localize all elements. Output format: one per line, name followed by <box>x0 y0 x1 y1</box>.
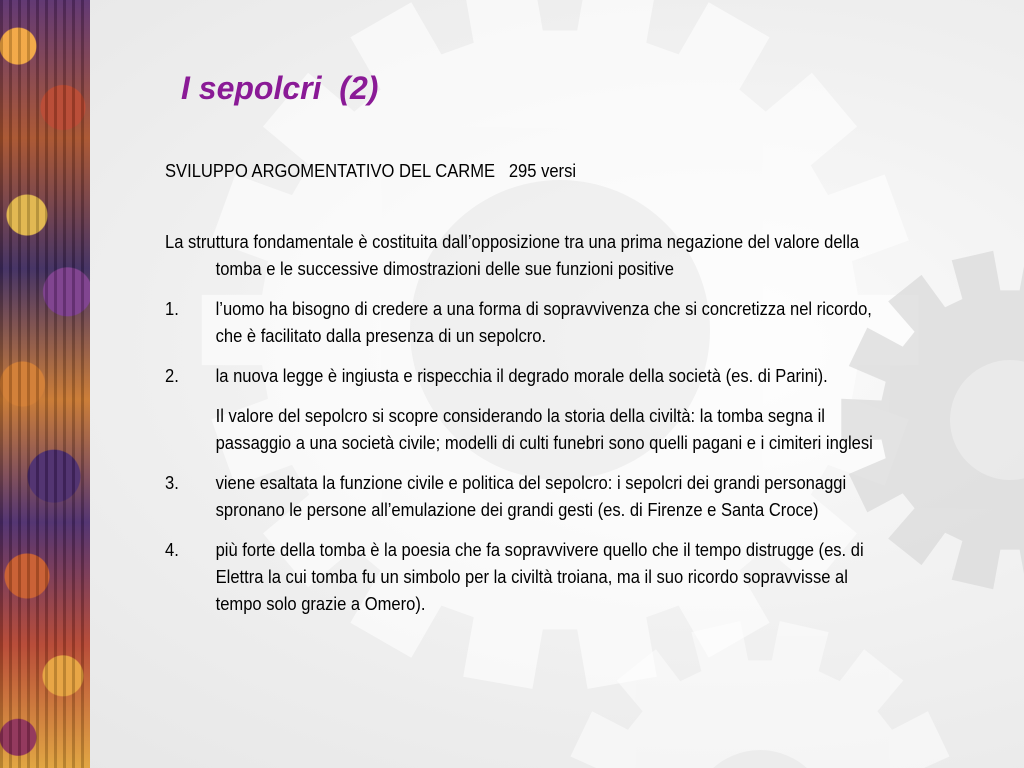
slide-title: I sepolcri (2) <box>181 70 379 106</box>
list-item-text: Il valore del sepolcro si scopre considerando la storia della civiltà: la tomba segna il passaggio a una società civile; modelli di culti funebri sono quelli pagani e i cimiteri inglesi <box>215 406 873 453</box>
list-item-text: più forte della tomba è la poesia che fa sopravvivere quello che il tempo distrugge (es. di Elettra la cui tomba fu un simbolo per la civiltà troiana, ma il suo ricordo sopravvisse al tempo solo grazie a Omero). <box>215 540 864 614</box>
list-item-continuation <box>165 403 892 457</box>
list-item-text: la nuova legge è ingiusta e rispecchia il degrado morale della società (es. di Parini). <box>215 366 828 386</box>
list-item <box>165 363 892 390</box>
list-number: 1. <box>165 299 179 319</box>
list-item <box>165 470 892 524</box>
list-item-text: viene esaltata la funzione civile e politica del sepolcro: i sepolcri dei grandi personaggi spronano le persone all’emulazione dei grandi gesti (es. di Firenze e Santa Croce) <box>215 473 847 520</box>
list-number: 4. <box>165 540 179 560</box>
intro-paragraph: La struttura fondamentale è costituita dall’opposizione tra una prima negazione del valore della tomba e le successive dimostrazioni delle sue funzioni positive <box>165 232 860 279</box>
list-item <box>165 296 892 350</box>
list-number: 2. <box>165 366 179 386</box>
slide-subtitle: SVILUPPO ARGOMENTATIVO DEL CARME 295 versi <box>165 161 577 181</box>
slide-body <box>165 229 892 631</box>
list-item-text: l’uomo ha bisogno di credere a una forma di sopravvivenza che si concretizza nel ricordo, che è facilitato dalla presenza di un sepolcro. <box>215 299 872 346</box>
list-item <box>165 537 892 618</box>
list-number: 3. <box>165 473 179 493</box>
